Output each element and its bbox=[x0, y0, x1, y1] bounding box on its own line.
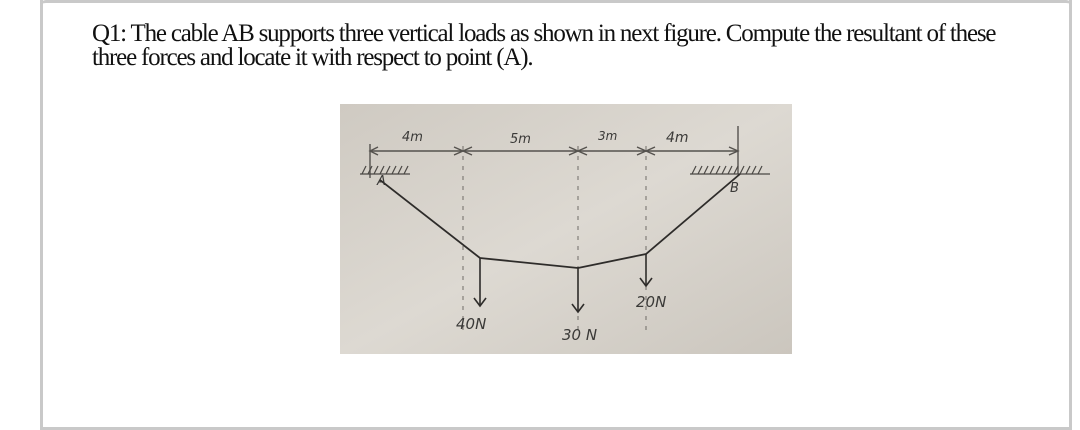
cable-figure bbox=[340, 104, 792, 354]
load-label-30n: 30 N bbox=[562, 326, 598, 344]
support-b-label: B bbox=[730, 181, 739, 196]
question-card-top bbox=[40, 0, 1072, 6]
load-label-20n: 20N bbox=[636, 293, 667, 311]
load-label-40n: 40N bbox=[456, 315, 487, 333]
span-label-1: 4m bbox=[402, 130, 423, 145]
question-line-2: three forces and locate it with respect to point (A). bbox=[92, 44, 533, 71]
span-label-4: 4m bbox=[666, 130, 689, 146]
question-text bbox=[92, 22, 1052, 70]
span-label-3: 3m bbox=[598, 129, 618, 143]
question-line-1: Q1: The cable AB supports three vertical loads as shown in next figure. Compute the resultant of these bbox=[92, 20, 996, 47]
span-label-2: 5m bbox=[510, 132, 531, 147]
support-a-label: A bbox=[377, 174, 386, 189]
